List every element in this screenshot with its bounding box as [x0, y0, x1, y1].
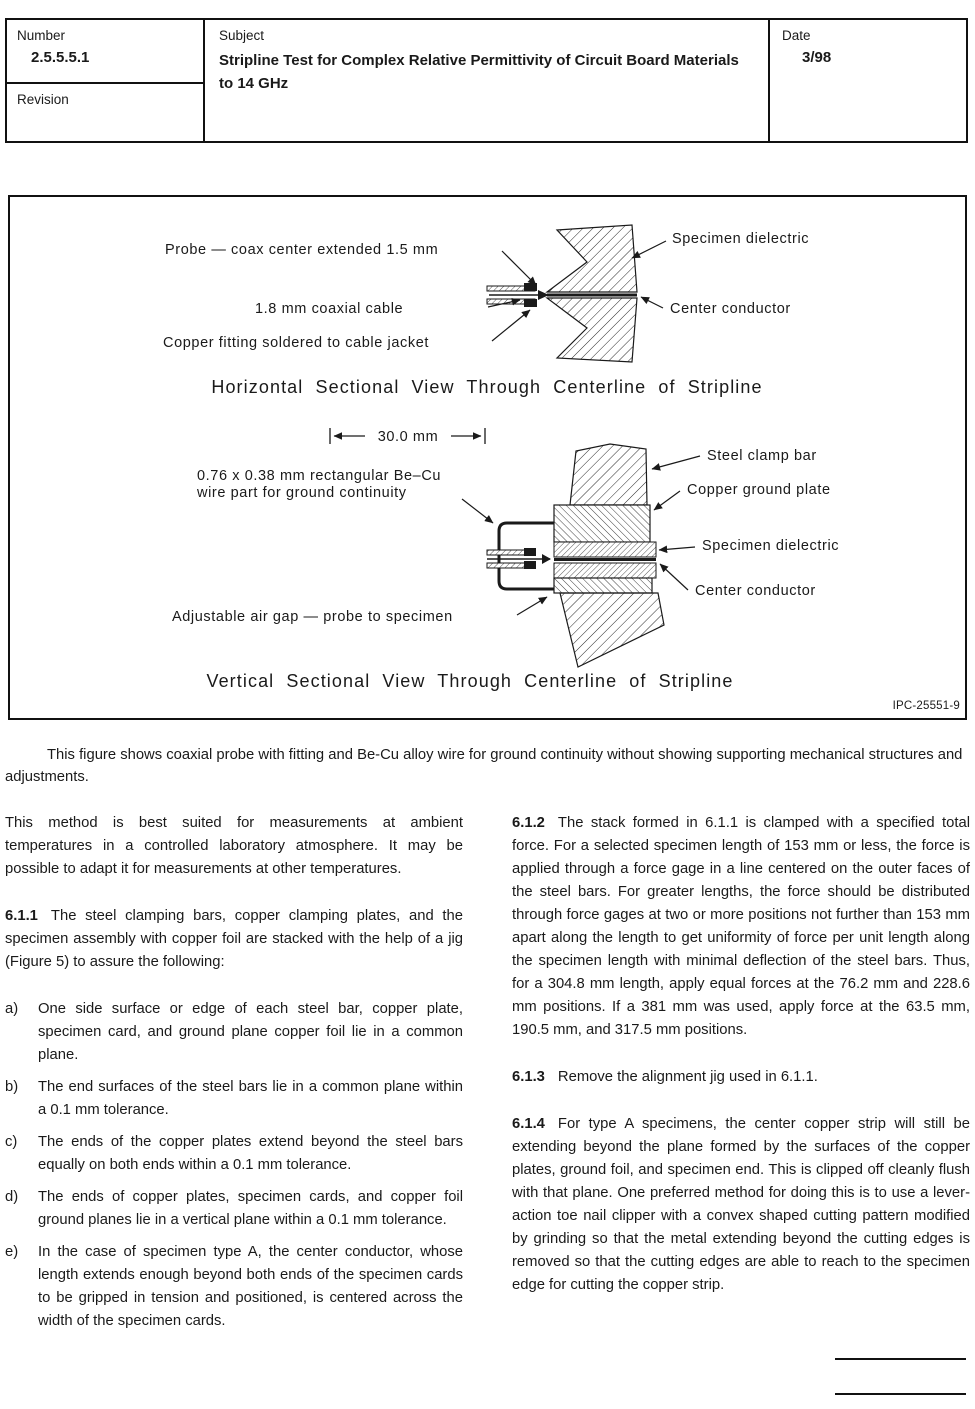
steel-bar-lower-shape — [560, 593, 664, 667]
copper-fitting-arrow — [492, 310, 530, 341]
list-marker: d) — [5, 1189, 19, 1205]
probe-fitting-upper — [524, 548, 536, 556]
section-text: The steel clamping bars, copper clamping plates, and the specimen assembly with copper foil are stacked with the help of a jig (Figure 5) to assure the following: — [5, 908, 463, 970]
title-block — [5, 18, 968, 143]
date-label: Date — [782, 28, 811, 43]
figure-code: IPC-25551-9 — [892, 700, 960, 712]
stripline-figure-frame — [8, 195, 967, 720]
number-label: Number — [17, 28, 66, 43]
intro-paragraph: This method is best suited for measurements at ambient temperatures in a controlled laboratory atmosphere. It may be possible to adapt it for measurements at other temperatures. — [5, 815, 463, 877]
ground-plate-lower — [554, 578, 652, 593]
list-text: The end surfaces of the steel bars lie in a common plane within a 0.1 mm tolerance. — [38, 1079, 463, 1118]
list-item — [5, 1241, 463, 1333]
center-conductor-label-top: Center conductor — [670, 301, 791, 317]
probe-tip-bottom — [542, 554, 551, 564]
section-number: 6.1.2 — [512, 815, 545, 831]
copper-fitting-label: Copper fitting soldered to cable jacket — [163, 335, 430, 351]
dielectric-lower — [554, 563, 656, 578]
list-item — [5, 1131, 463, 1177]
list-marker: a) — [5, 1001, 19, 1017]
dimension-value: 30.0 mm — [377, 429, 439, 445]
list-text: One side surface or edge of each steel bar, copper plate, specimen card, and ground plane copper foil lie in a common plane. — [38, 1001, 463, 1063]
horizontal-section-title: Horizontal Sectional View Through Centerline of Stripline — [211, 377, 763, 397]
number-segment — [7, 20, 203, 84]
list-item — [5, 1186, 463, 1232]
specimen-dielectric-upper-shape — [547, 225, 637, 292]
specimen-dielectric-label-bottom: Specimen dielectric — [702, 538, 840, 554]
copper-ground-plate-arrow — [654, 491, 680, 510]
steel-clamp-bar-shape — [570, 444, 647, 505]
center-conductor-arrow-top — [641, 297, 663, 308]
subject-title: Stripline Test for Complex Relative Permittivity of Circuit Board Materials to 14 GHz — [219, 52, 739, 92]
specimen-dielectric-arrow-bottom — [659, 547, 695, 550]
section-6-1-2 — [512, 812, 970, 1042]
specimen-dielectric-arrow-top — [632, 241, 666, 258]
probe-label: Probe — coax center extended 1.5 mm — [165, 242, 439, 258]
stripline-figure — [10, 197, 965, 718]
section-text: Remove the alignment jig used in 6.1.1. — [557, 1069, 818, 1085]
probe-arrow — [502, 251, 536, 285]
date-value: 3/98 — [802, 49, 832, 66]
becu-wire-arrow — [462, 499, 493, 523]
specimen-dielectric-label-top: Specimen dielectric — [672, 231, 810, 247]
copper-ground-plate-label: Copper ground plate — [687, 482, 831, 498]
section-number: 6.1.1 — [5, 908, 38, 924]
title-block-date-cell — [770, 20, 966, 141]
list-item — [5, 998, 463, 1067]
section-number: 6.1.4 — [512, 1116, 545, 1132]
horizontal-section-diagram — [487, 225, 637, 362]
air-gap-arrow — [517, 597, 547, 615]
section-6-1-4 — [512, 1113, 970, 1297]
list-text: In the case of specimen type A, the center conductor, whose length extends enough beyond both ends of the specimen cards to be gripped in tension and positioned, is centered across the width of the specimen cards. — [38, 1244, 463, 1329]
specimen-dielectric-lower-shape — [547, 298, 637, 362]
number-value: 2.5.5.5.1 — [31, 49, 90, 66]
probe-fitting-lower — [524, 561, 536, 569]
dielectric-upper — [554, 542, 656, 557]
section-text: For type A specimens, the center copper strip will still be extending beyond the plane formed by the surfaces of the copper plates, ground foil, and specimen end. This is clipped off cleanly flush with that plane. One preferred method for doing this is to use a lever-action toe nail clipper with a convex shaped cutting pattern modified by grinding so that the metal extending beyond the cutting edges is removed so that the cutting edges are able to reach to the specimen edge for cutting the copper strip. — [512, 1116, 970, 1293]
subject-label: Subject — [219, 28, 265, 43]
section-6-1-1 — [5, 905, 463, 974]
list-text: The ends of the copper plates extend beyond the steel bars equally on both ends within a 0.1 mm tolerance. — [38, 1134, 463, 1173]
list-marker: c) — [5, 1134, 18, 1150]
footer-rules — [835, 1358, 966, 1395]
section-text: The stack formed in 6.1.1 is clamped with a specified total force. For a selected specimen length of 153 mm or less, the force is applied through a force gage in a line centered on the outer faces of the steel bars. For greater lengths, the force should be distributed through force gages at two or more positions not further than 153 mm apart along the length to get uniformity of force per unit length along the specimen length with minimal deflection of the steel bars. Thus, for a 304.8 mm length, apply equal forces at the 76.2 mm and 228.6 mm positions. If a 381 mm was used, apply force at the 63.5 mm, 190.5 mm, and 317.5 mm positions. — [512, 815, 970, 1038]
footer-rule — [835, 1393, 966, 1395]
section-6-1-3 — [512, 1066, 970, 1089]
dimension-30mm — [330, 428, 485, 445]
title-block-subject-cell — [203, 20, 770, 141]
list-text: The ends of copper plates, specimen cards, and copper foil ground planes lie in a vertical plane within a 0.1 mm tolerance. — [38, 1189, 463, 1228]
vertical-section-labels — [172, 448, 839, 691]
copper-fitting-lower — [524, 299, 537, 307]
steel-clamp-bar-arrow — [652, 456, 700, 469]
ground-plate-upper — [554, 505, 650, 542]
revision-segment — [7, 84, 203, 141]
vertical-section-diagram — [487, 444, 664, 667]
air-gap-label: Adjustable air gap — probe to specimen — [172, 609, 453, 625]
left-column — [5, 812, 463, 1342]
horizontal-section-labels — [163, 231, 809, 397]
list-marker: b) — [5, 1079, 19, 1095]
revision-label: Revision — [17, 92, 69, 107]
center-conductor-arrow-bottom — [660, 564, 688, 590]
steel-clamp-bar-label: Steel clamp bar — [707, 448, 817, 464]
footer-rule — [835, 1358, 966, 1360]
list-item — [5, 1076, 463, 1122]
center-conductor-label-bottom: Center conductor — [695, 583, 816, 599]
becu-wire-label-line1: 0.76 x 0.38 mm rectangular Be–Cu — [197, 468, 442, 484]
section-number: 6.1.3 — [512, 1069, 545, 1085]
right-column — [512, 812, 970, 1321]
figure-caption: This figure shows coaxial probe with fitting and Be-Cu alloy wire for ground continuity without showing supporting mechanical structures and adjustments. — [5, 747, 963, 785]
list-marker: e) — [5, 1244, 19, 1260]
becu-wire-label-line2: wire part for ground continuity — [197, 485, 407, 501]
vertical-section-title: Vertical Sectional View Through Centerline of Stripline — [206, 671, 734, 691]
title-block-number-cell — [7, 20, 203, 141]
body-columns — [5, 812, 970, 1342]
coax-cable-label: 1.8 mm coaxial cable — [255, 301, 404, 317]
